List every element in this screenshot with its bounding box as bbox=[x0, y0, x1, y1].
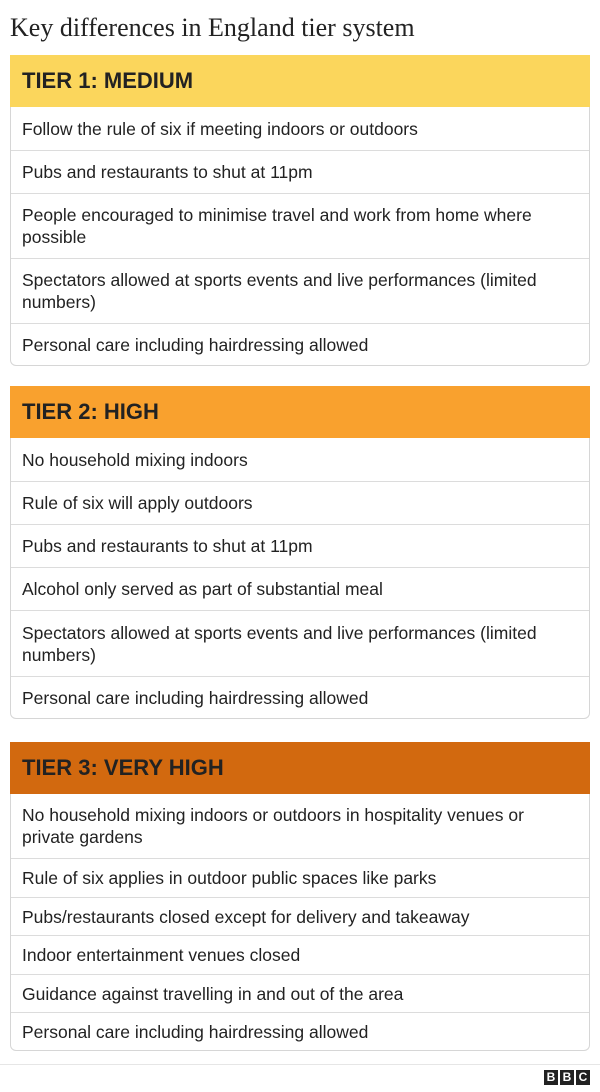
list-item: Rule of six will apply outdoors bbox=[11, 481, 589, 524]
bbc-logo-letter-b2: B bbox=[560, 1070, 574, 1085]
list-item: Pubs and restaurants to shut at 11pm bbox=[11, 524, 589, 567]
tier-1-list bbox=[10, 107, 590, 366]
tier-3-heading: TIER 3: VERY HIGH bbox=[10, 742, 590, 794]
list-item: Spectators allowed at sports events and live performances (limited numbers) bbox=[11, 610, 589, 676]
list-item: Personal care including hairdressing allowed bbox=[11, 1012, 589, 1050]
list-item: Pubs/restaurants closed except for delivery and takeaway bbox=[11, 897, 589, 935]
bbc-logo-letter-c: C bbox=[576, 1070, 590, 1085]
list-item: Personal care including hairdressing allowed bbox=[11, 676, 589, 718]
tier-1-panel bbox=[10, 55, 590, 366]
list-item: Personal care including hairdressing allowed bbox=[11, 323, 589, 365]
tier-2-heading: TIER 2: HIGH bbox=[10, 386, 590, 438]
tier-3-list bbox=[10, 794, 590, 1051]
footer-divider bbox=[0, 1064, 600, 1065]
list-item: Spectators allowed at sports events and live performances (limited numbers) bbox=[11, 258, 589, 323]
bbc-logo-letter-b1: B bbox=[544, 1070, 558, 1085]
tier-1-heading: TIER 1: MEDIUM bbox=[10, 55, 590, 107]
bbc-logo bbox=[544, 1070, 590, 1085]
list-item: No household mixing indoors bbox=[22, 449, 248, 470]
list-item: Rule of six applies in outdoor public spaces like parks bbox=[11, 858, 589, 897]
tier-2-list bbox=[10, 438, 590, 719]
list-item: Guidance against travelling in and out of the area bbox=[11, 974, 589, 1012]
list-item: Follow the rule of six if meeting indoors or outdoors bbox=[22, 118, 418, 139]
list-item: Pubs and restaurants to shut at 11pm bbox=[11, 150, 589, 193]
tier-3-panel bbox=[10, 742, 590, 1051]
tier-2-panel bbox=[10, 386, 590, 719]
list-item: Alcohol only served as part of substantial meal bbox=[11, 567, 589, 610]
list-item: No household mixing indoors or outdoors in hospitality venues or private gardens bbox=[22, 805, 524, 847]
page-title: Key differences in England tier system bbox=[10, 13, 415, 42]
list-item: People encouraged to minimise travel and work from home where possible bbox=[11, 193, 589, 258]
list-item: Indoor entertainment venues closed bbox=[11, 935, 589, 974]
